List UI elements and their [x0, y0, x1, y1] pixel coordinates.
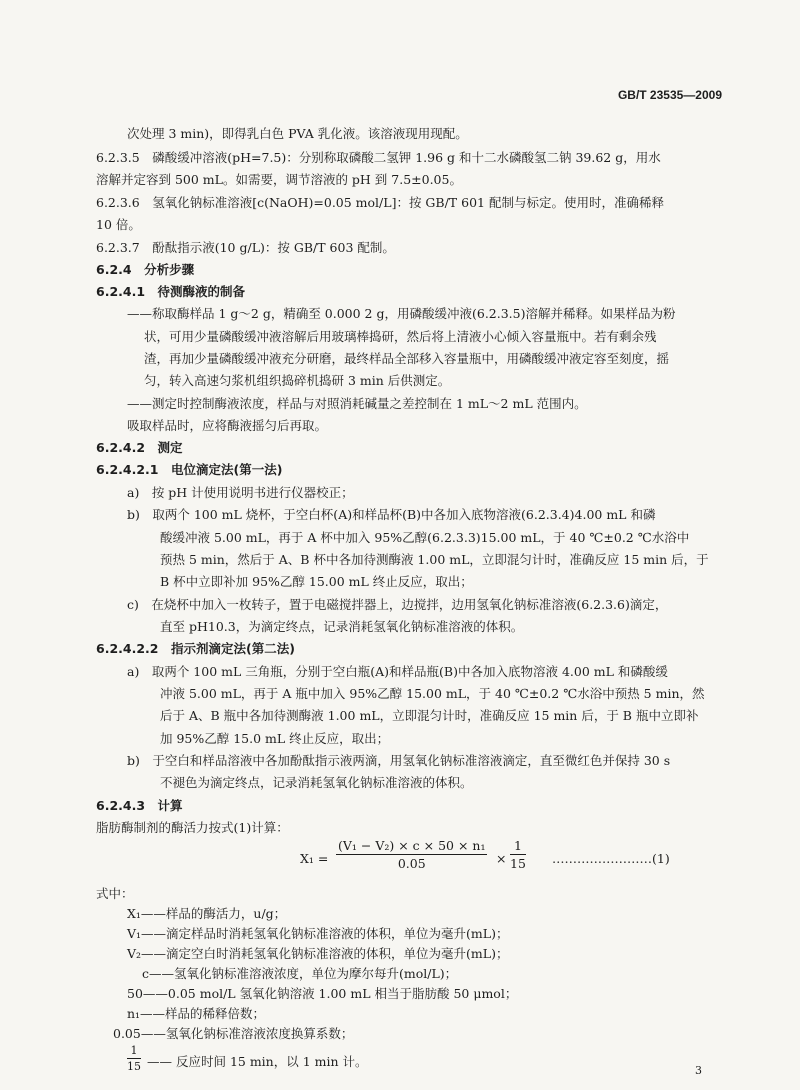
line-21: B 杯中立即补加 95%乙醇 15.00 mL 终止反应，取出；	[160, 574, 473, 589]
item-b-2: b) 于空白和样品溶液中各加酚酞指示液两滴，用氢氧化钠标准溶液滴定，直至微红色并保持 30 s	[127, 753, 671, 768]
formula-times: ×	[496, 851, 507, 866]
var-50: 50——0.05 mol/L 氢氧化钠溶液 1.00 mL 相当于脂肪酸 50 μmol；	[127, 986, 518, 1001]
item-a-2: a) 取两个 100 mL 三角瓶，分别于空白瓶(A)和样品瓶(B)中各加入底物溶液 4.00 mL 和磷酸缓	[127, 664, 668, 679]
clause-6-2-3-7: 6.2.3.7 酚酞指示液(10 g/L)：按 GB/T 603 配制。	[96, 240, 395, 255]
var-v2: V₂——滴定空白时消耗氢氧化钠标准溶液的体积，单位为毫升(mL)；	[127, 946, 509, 961]
line-23: 直至 pH10.3，为滴定终点，记录消耗氢氧化钠标准溶液的体积。	[160, 619, 524, 634]
line-26: 冲液 5.00 mL，再于 A 瓶中加入 95%乙醇 15.00 mL，于 40 ℃±0.2 ℃水浴中预热 5 min，然	[160, 686, 705, 701]
var-x1: X₁——样品的酶活力，u/g；	[127, 906, 287, 921]
line-5: 10 倍。	[96, 217, 141, 232]
heading-6-2-4-3: 6.2.4.3 计算	[96, 798, 183, 813]
var-c: c——氢氧化钠标准溶液浓度，单位为摩尔每升(mol/L)；	[142, 966, 458, 981]
where-label: 式中：	[96, 886, 134, 901]
formula-numerator-2: 1	[510, 838, 526, 855]
heading-6-2-4: 6.2.4 分析步骤	[96, 262, 195, 277]
reaction-time-text: —— 反应时间 15 min，以 1 min 计。	[147, 1054, 368, 1069]
line-11: 渣，再加少量磷酸缓冲液充分研磨，最终样品全部移入容量瓶中，用磷酸缓冲液定容至刻度，摇	[144, 351, 670, 366]
var-005: 0.05——氢氧化钠标准溶液浓度换算系数；	[113, 1026, 354, 1041]
line-10: 状，可用少量磷酸缓冲液溶解后用玻璃棒捣研，然后将上清液小心倾入容量瓶中。若有剩余残	[144, 329, 657, 344]
dash-item-2: ——测定时控制酶液浓度，样品与对照消耗碱量之差控制在 1 mL～2 mL 范围内。	[127, 396, 587, 411]
heading-6-2-4-2-2: 6.2.4.2.2 指示剂滴定法(第二法)	[96, 641, 295, 656]
dash-item-1: ——称取酶样品 1 g～2 g，精确至 0.000 2 g，用磷酸缓冲液(6.2.3.5)溶解并稀释。如果样品为粉	[127, 306, 676, 321]
fraction-numerator: 1	[127, 1044, 141, 1059]
var-n1: n₁——样品的稀释倍数；	[127, 1006, 266, 1021]
heading-6-2-4-2: 6.2.4.2 测定	[96, 440, 183, 455]
clause-6-2-3-6: 6.2.3.6 氢氧化钠标准溶液[c(NaOH)=0.05 mol/L]：按 GB/T 601 配制与标定。使用时，准确稀释	[96, 195, 664, 210]
line-27: 后于 A、B 瓶中各加待测酶液 1.00 mL，立即混匀计时，准确反应 15 min 后，于 B 瓶中立即补	[160, 708, 699, 723]
formula-intro: 脂肪酶制剂的酶活力按式(1)计算：	[96, 820, 289, 835]
line-1: 次处理 3 min)，即得乳白色 PVA 乳化液。该溶液现用现配。	[127, 126, 468, 141]
var-v1: V₁——滴定样品时消耗氢氧化钠标准溶液的体积，单位为毫升(mL)；	[127, 926, 509, 941]
line-14: 吸取样品时，应将酶液摇匀后再取。	[127, 418, 328, 433]
line-20: 预热 5 min，然后于 A、B 杯中各加待测酶液 1.00 mL，立即混匀计时，准确反应 15 min 后，于	[160, 552, 709, 567]
formula-lhs: X₁ =	[300, 851, 329, 866]
item-a-1: a) 按 pH 计使用说明书进行仪器校正；	[127, 485, 354, 500]
clause-6-2-3-5: 6.2.3.5 磷酸缓冲溶液(pH=7.5)：分别称取磷酸二氢钾 1.96 g 和十二水磷酸氢二钠 39.62 g，用水	[96, 150, 661, 165]
formula-1	[0, 838, 800, 878]
line-3: 溶解并定容到 500 mL。如需要，调节溶液的 pH 到 7.5±0.05。	[96, 172, 462, 187]
formula-denominator-2: 15	[510, 856, 526, 871]
line-19: 酸缓冲液 5.00 mL，再于 A 杯中加入 95%乙醇(6.2.3.3)15.00 mL，于 40 ℃±0.2 ℃水浴中	[160, 530, 690, 545]
item-c-1: c) 在烧杯中加入一枚转子，置于电磁搅拌器上，边搅拌，边用氢氧化钠标准溶液(6.2.3.6)滴定，	[127, 597, 668, 612]
formula-numerator: (V₁ − V₂) × c × 50 × n₁	[338, 838, 486, 853]
heading-6-2-4-1: 6.2.4.1 待测酶液的制备	[96, 284, 246, 299]
fraction-1-15	[127, 1044, 141, 1073]
line-30: 不褪色为滴定终点，记录消耗氢氧化钠标准溶液的体积。	[160, 775, 473, 790]
formula-fraction-2	[510, 838, 526, 871]
standard-number: GB/T 23535—2009	[617, 88, 722, 102]
heading-6-2-4-2-1: 6.2.4.2.1 电位滴定法(第一法)	[96, 462, 283, 477]
line-28: 加 95%乙醇 15.0 mL 终止反应，取出；	[160, 731, 390, 746]
equation-number: ……………………(1)	[552, 851, 670, 866]
fraction-denominator: 15	[127, 1060, 141, 1073]
line-12: 匀，转入高速匀浆机组织捣碎机捣研 3 min 后供测定。	[144, 373, 451, 388]
item-b-1: b) 取两个 100 mL 烧杯，于空白杯(A)和样品杯(B)中各加入底物溶液(6.2.3.4)4.00 mL 和磷	[127, 507, 656, 522]
formula-denominator: 0.05	[397, 856, 426, 871]
formula-fraction-1	[336, 838, 487, 871]
page-number: 3	[695, 1064, 702, 1077]
